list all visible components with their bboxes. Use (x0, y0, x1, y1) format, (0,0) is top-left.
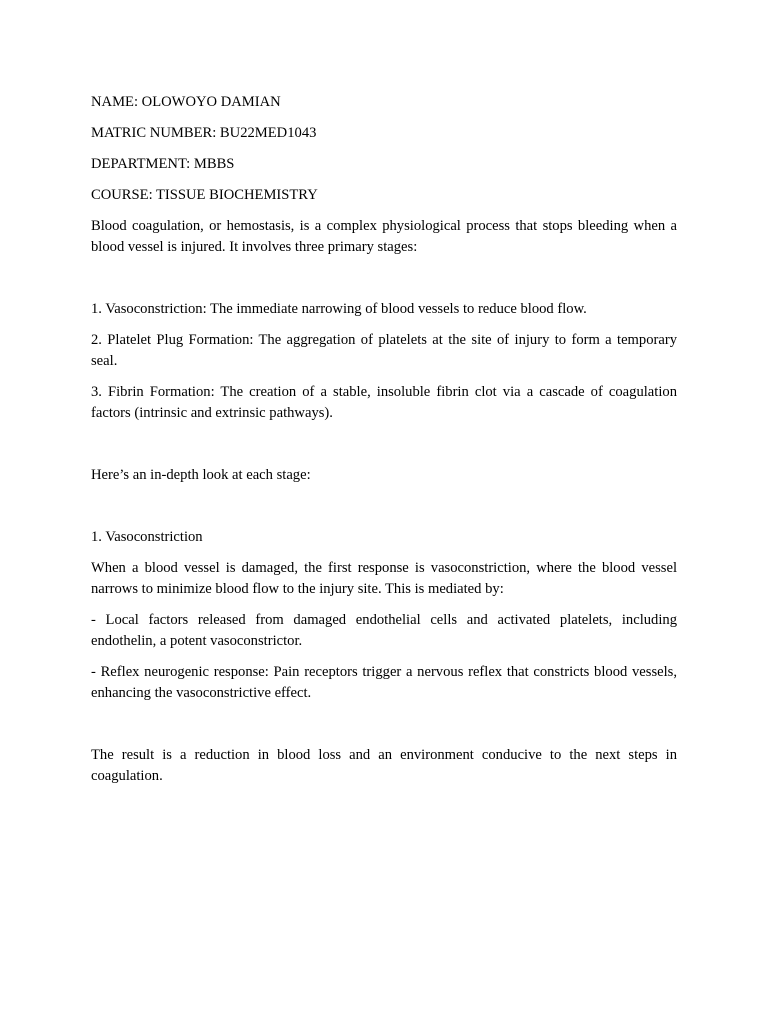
student-name: NAME: OLOWOYO DAMIAN (91, 94, 281, 110)
stage-item: 3. Fibrin Formation: The creation of a stable, insoluble fibrin clot via a cascade of coagulation factors (intrinsic and extrinsic pathways). (91, 384, 677, 421)
blank-line (91, 268, 677, 289)
stage-item: 1. Vasoconstriction: The immediate narrowing of blood vessels to reduce blood flow. (91, 301, 587, 317)
stage-item: 2. Platelet Plug Formation: The aggregation of platelets at the site of injury to form a temporary seal. (91, 332, 677, 369)
bullet-item: - Reflex neurogenic response: Pain receptors trigger a nervous reflex that constricts blood vessels, enhancing the vasoconstrictive effect. (91, 664, 677, 701)
blank-line (91, 714, 677, 735)
blank-line (91, 496, 677, 517)
blank-line (91, 434, 677, 455)
matric-number: MATRIC NUMBER: BU22MED1043 (91, 125, 317, 141)
section-paragraph: When a blood vessel is damaged, the first response is vasoconstriction, where the blood vessel narrows to minimize blood flow to the injury site. This is mediated by: (91, 560, 677, 597)
indepth-intro: Here’s an in-depth look at each stage: (91, 467, 311, 483)
course: COURSE: TISSUE BIOCHEMISTRY (91, 187, 318, 203)
bullet-item: - Local factors released from damaged endothelial cells and activated platelets, including endothelin, a potent vasoconstrictor. (91, 612, 677, 649)
department: DEPARTMENT: MBBS (91, 156, 235, 172)
document-body (91, 92, 677, 797)
section-heading: 1. Vasoconstriction (91, 529, 203, 545)
intro-paragraph: Blood coagulation, or hemostasis, is a complex physiological process that stops bleeding when a blood vessel is injured. It involves three primary stages: (91, 218, 677, 255)
conclusion-paragraph: The result is a reduction in blood loss and an environment conducive to the next steps in coagulation. (91, 747, 677, 784)
